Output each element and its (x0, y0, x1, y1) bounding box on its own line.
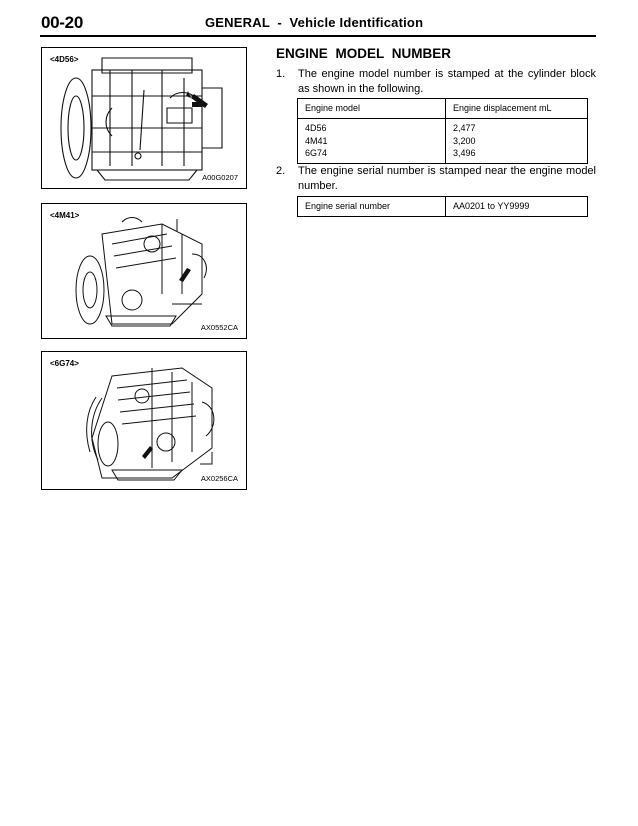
engine-model-cell (298, 119, 446, 164)
engine-4m41-illustration (42, 204, 247, 339)
engine-model: 6G74 (305, 148, 328, 158)
engine-6g74-illustration (42, 352, 247, 490)
figure-label: <4D56> (50, 55, 79, 64)
figure-code: A00G0207 (202, 173, 238, 182)
figure-code: AX0256CA (200, 474, 238, 483)
table-row (298, 197, 588, 217)
table-row (298, 119, 588, 164)
serial-value-cell: AA0201 to YY9999 (446, 197, 588, 217)
figure-label: <6G74> (50, 359, 79, 368)
figure-code: AX0552CA (200, 323, 238, 332)
engine-displacement-table (297, 98, 588, 164)
step-number: 1. (276, 68, 286, 80)
header-rule (40, 35, 596, 37)
engine-model: 4M41 (305, 135, 328, 146)
column-header: Engine model (298, 99, 446, 119)
engine-displacement: 2,477 (453, 123, 476, 133)
step-1 (276, 67, 596, 96)
step-number: 2. (276, 165, 286, 177)
engine-model: 4D56 (305, 123, 327, 133)
table-header-row (298, 99, 588, 119)
step-text: The engine serial number is stamped near the engine model number. (298, 165, 596, 192)
step-2 (276, 164, 596, 193)
figure-4d56 (41, 47, 247, 189)
figure-6g74 (41, 351, 247, 490)
header-title: GENERAL - Vehicle Identification (205, 15, 424, 30)
figure-4m41 (41, 203, 247, 339)
section-title: ENGINE MODEL NUMBER (276, 46, 452, 61)
page-number: 00-20 (41, 13, 83, 32)
engine-displacement: 3,496 (453, 148, 476, 158)
step-text: The engine model number is stamped at the cylinder block as shown in the following. (298, 68, 596, 95)
column-header: Engine displacement mL (446, 99, 588, 119)
figure-label: <4M41> (50, 211, 80, 220)
serial-label-cell: Engine serial number (298, 197, 446, 217)
engine-4d56-illustration (42, 48, 247, 189)
engine-serial-table (297, 196, 588, 217)
displacement-cell (446, 119, 588, 164)
engine-displacement: 3,200 (453, 135, 476, 146)
